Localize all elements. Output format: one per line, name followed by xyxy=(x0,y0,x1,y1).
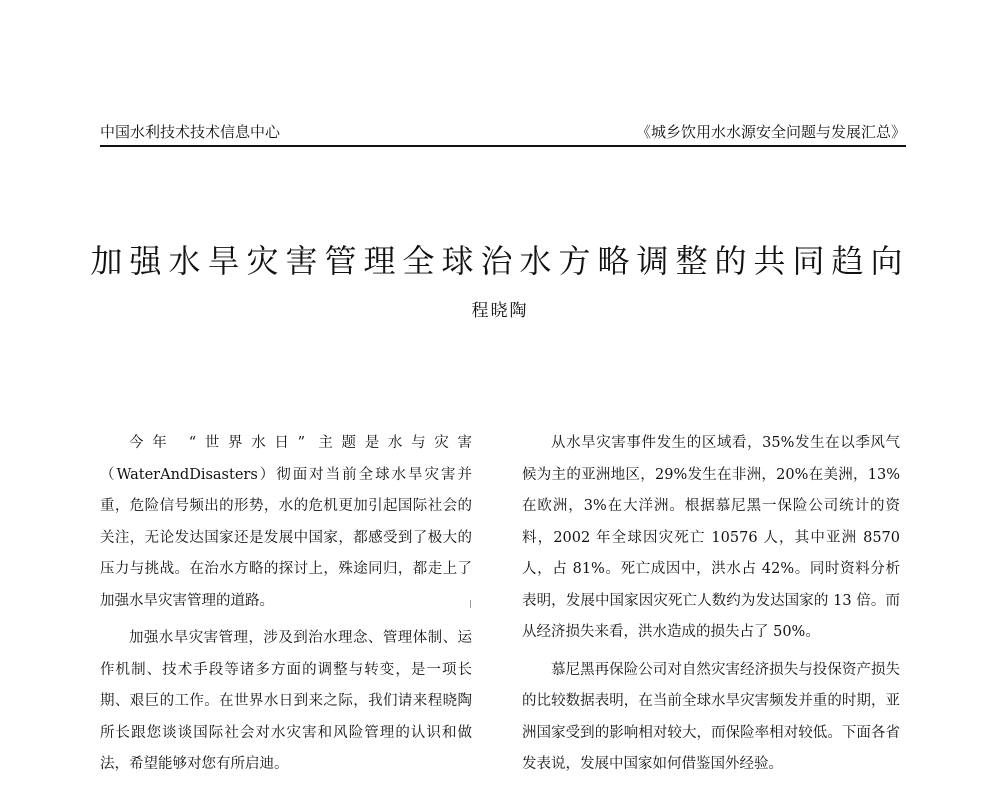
right-paragraph-1: 从水旱灾害事件发生的区域看，35%发生在以季风气候为主的亚洲地区，29%发生在非洲，20%在美洲，13%在欧洲，3%在大洋洲。根据慕尼黑一保险公司统计的资料，2002 年全球因灾死亡 10576 人，其中亚洲 8570 人，占 81%。死亡成因中，洪水占 42%。同时资料分析表明，发展中国家因灾死亡人数约为发达国家的 13 倍。而从经济损失来看，洪水造成的损失占了 50%。 xyxy=(522,435,900,640)
article-author: 程晓陶 xyxy=(471,301,529,321)
left-column xyxy=(100,428,472,787)
running-header xyxy=(100,120,906,144)
scan-speck xyxy=(470,600,471,608)
article-title: 加强水旱灾害管理全球治水方略调整的共同趋向 xyxy=(90,242,910,280)
header-publication-title: 《城乡饮用水水源安全问题与发展汇总》 xyxy=(635,123,906,141)
header-organization: 中国水利技术技术信息中心 xyxy=(100,123,281,141)
left-paragraph-2: 加强水旱灾害管理，涉及到治水理念、管理体制、运作机制、技术手段等诸多方面的调整与转变，是一项长期、艰巨的工作。在世界水日到来之际，我们请来程晓陶所长跟您谈谈国际社会对水灾害和风险管理的认识和做法，希望能够对您有所启迪。 xyxy=(100,630,472,772)
left-paragraph-1: 今年 “世界水日” 主题是水与灾害（WaterAndDisasters）彻面对当前全球水旱灾害并重，危险信号频出的形势，水的危机更加引起国际社会的关注，无论发达国家还是发展中国家，都感受到了极大的压力与挑战。在治水方略的探讨上，殊途同归，都走上了加强水旱灾害管理的道路。 xyxy=(100,435,472,609)
header-rule xyxy=(100,145,906,147)
right-paragraph-2: 慕尼黑再保险公司对自然灾害经济损失与投保资产损失的比较数据表明，在当前全球水旱灾害频发并重的时期，亚洲国家受到的影响相对较大，而保险率相对较低。下面各省发表说，发展中国家如何借鉴国外经验。 xyxy=(522,661,900,772)
right-column xyxy=(522,428,900,787)
